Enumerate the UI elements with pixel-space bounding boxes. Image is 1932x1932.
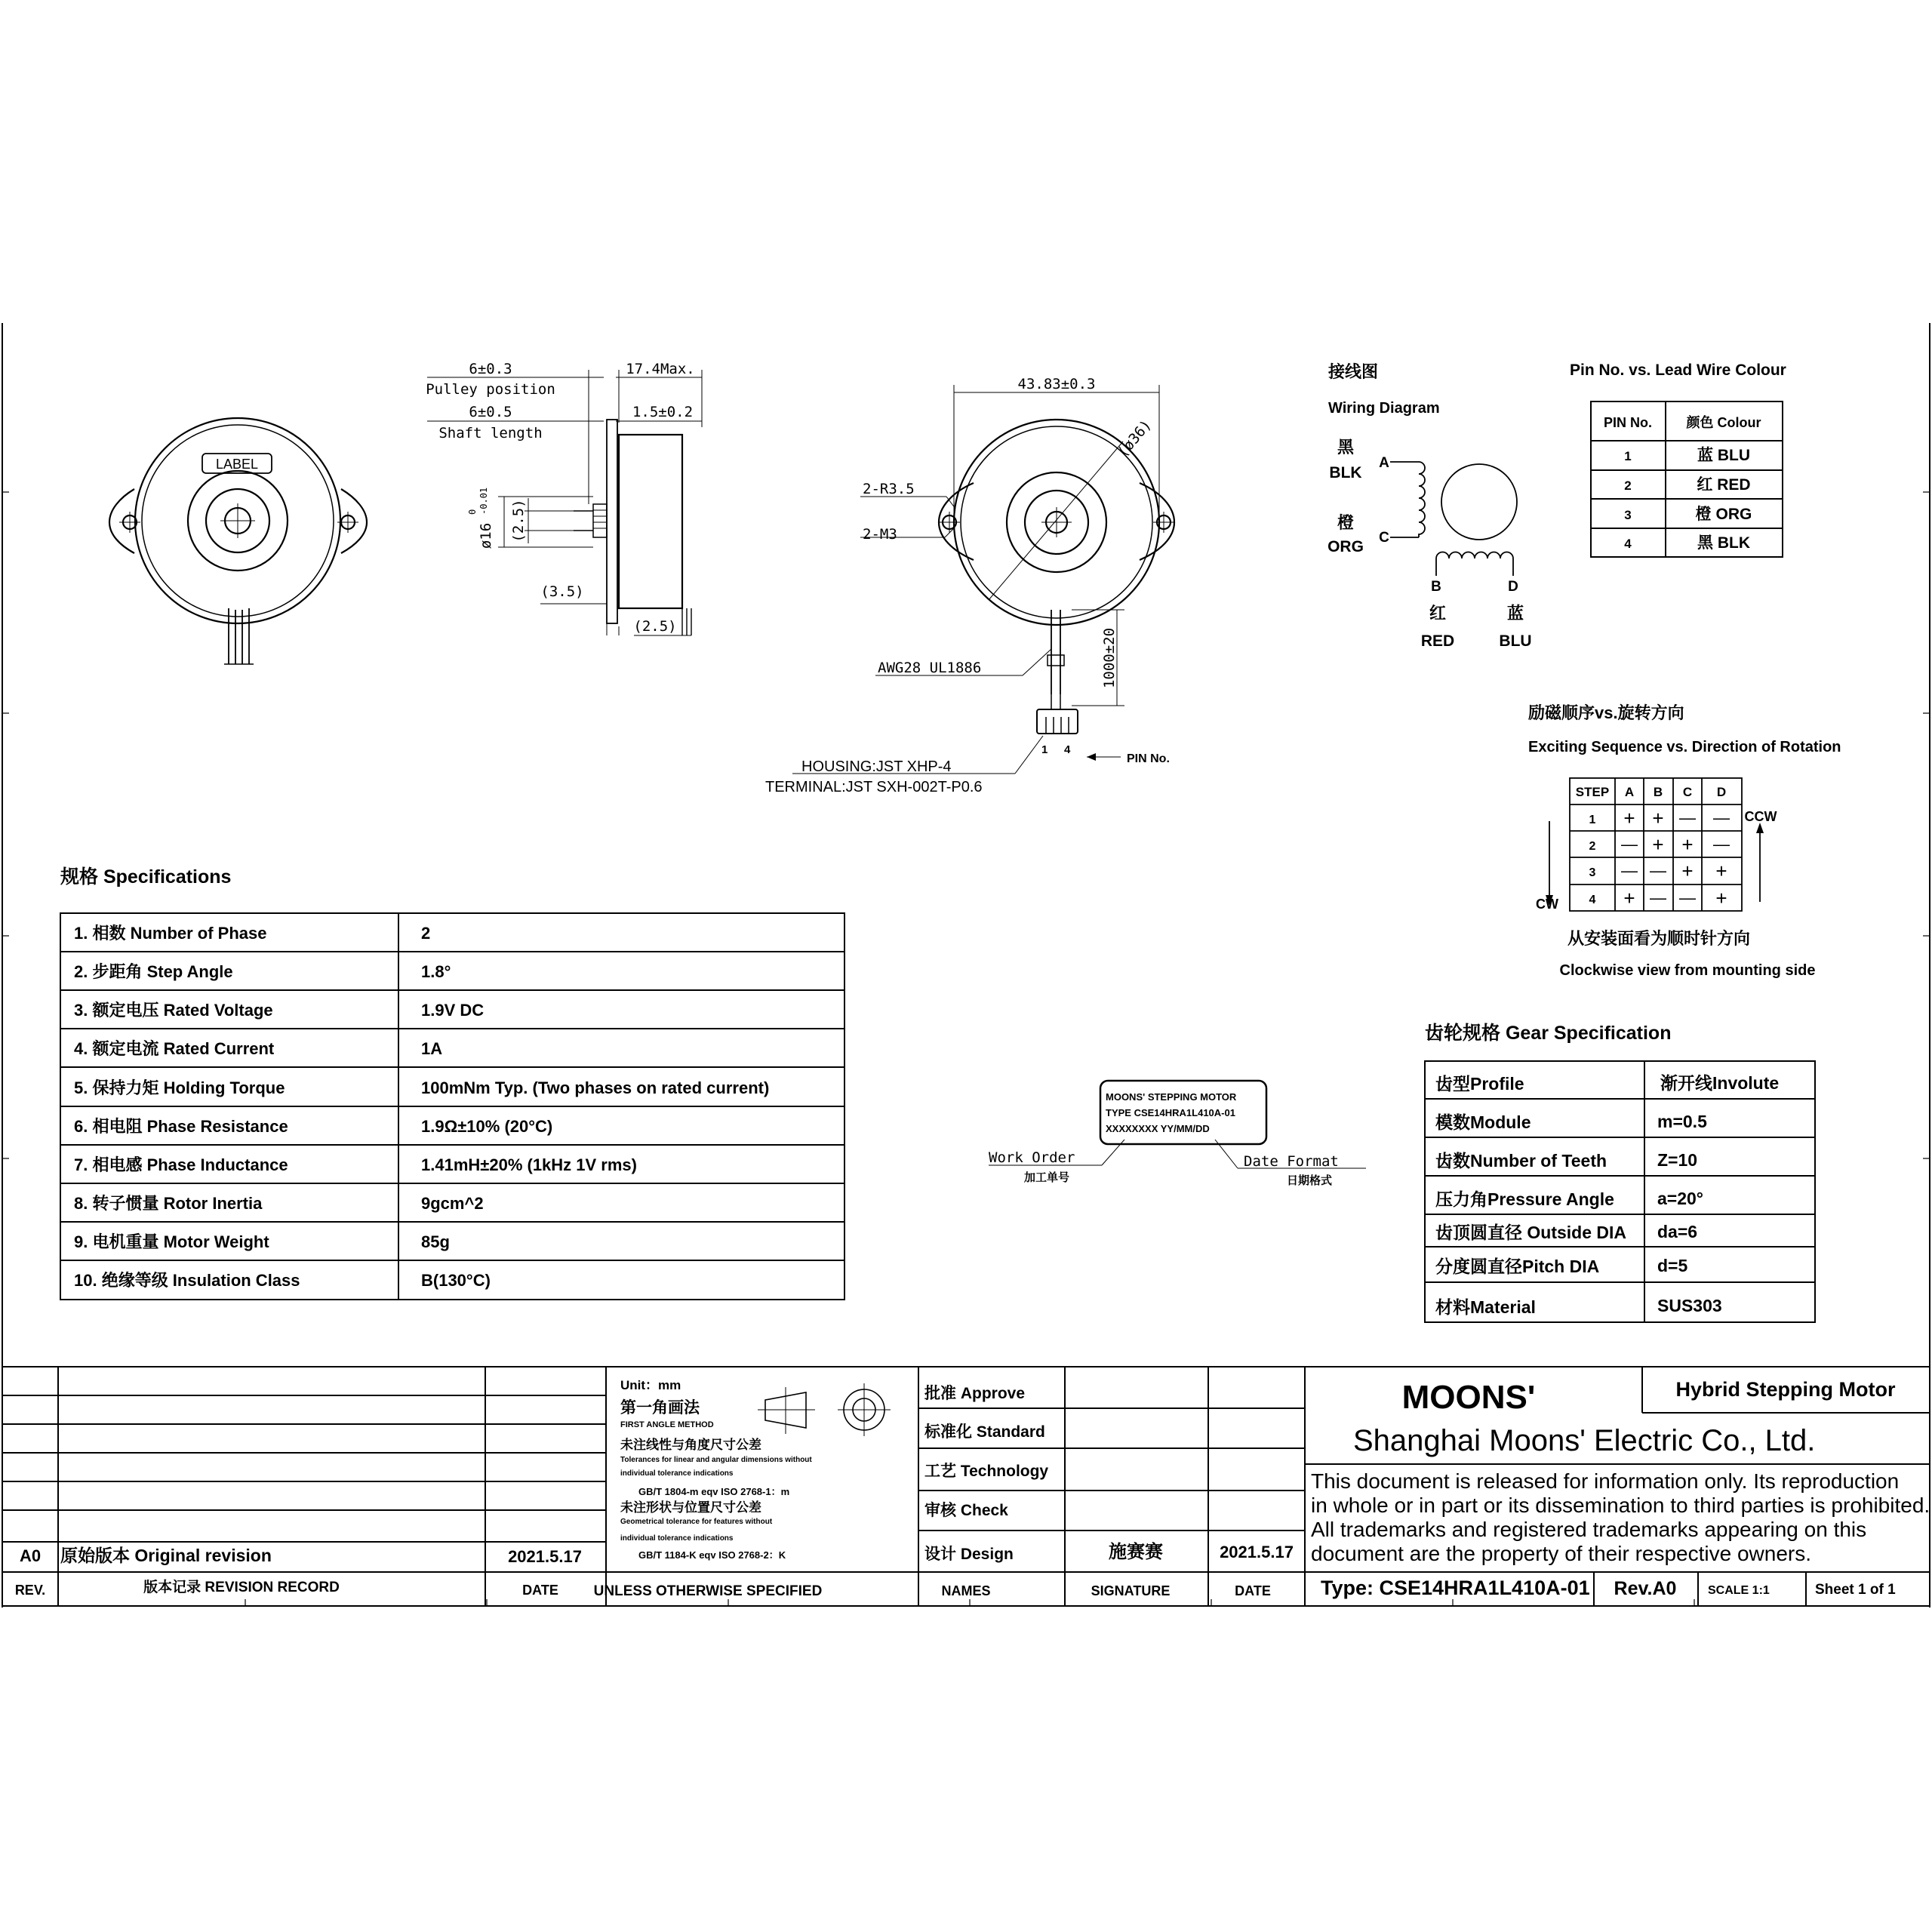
scale-label: SCALE 1:1 — [1708, 1584, 1770, 1597]
wire-c-color-en: ORG — [1327, 538, 1364, 555]
pin-table-pin-4: 4 — [1624, 537, 1632, 551]
tol-linear-en-1: Tolerances for linear and angular dimensions without — [620, 1456, 812, 1464]
wire-d-letter: D — [1508, 579, 1518, 595]
pin-table-colour-2: 红 RED — [1697, 476, 1751, 494]
gear-label-4: 压力角Pressure Angle — [1435, 1189, 1614, 1209]
pin-spacing-dim: (2.5) — [633, 618, 677, 635]
spec-value-5: 100mNm Typ. (Two phases on rated current) — [421, 1078, 770, 1097]
flange-thickness-dim: 1.5±0.2 — [632, 404, 694, 420]
revision-record-header: 版本记录 REVISION RECORD — [143, 1580, 340, 1595]
seq-3-a: — — [1621, 861, 1638, 880]
spec-label-2: 2. 步距角 Step Angle — [74, 962, 233, 981]
tol-geo-en-1: Geometrical tolerance for features without — [620, 1518, 773, 1526]
seq-header-step: STEP — [1575, 785, 1610, 799]
seq-4-d: + — [1715, 887, 1727, 909]
moons-logo: MOONS' — [1401, 1379, 1536, 1416]
first-angle-projection-icon — [758, 1383, 891, 1436]
seq-header-d: D — [1716, 785, 1727, 799]
ccw-label: CCW — [1744, 809, 1777, 824]
approve-label: 批准 Approve — [924, 1385, 1026, 1402]
exciting-sequence — [1528, 703, 1841, 979]
gear-title: 齿轮规格 Gear Specification — [1425, 1023, 1672, 1044]
technology-label: 工艺 Technology — [924, 1463, 1049, 1480]
design-label: 设计 Design — [924, 1546, 1014, 1563]
product-name: Hybrid Stepping Motor — [1675, 1378, 1896, 1401]
side-view-dimensions — [426, 361, 695, 635]
seq-2-a: — — [1621, 835, 1638, 854]
pin-no-label: PIN No. — [1127, 752, 1170, 765]
pin-table-pin-3: 3 — [1624, 508, 1632, 522]
seq-header-a: A — [1624, 785, 1635, 799]
work-order-en: Work Order — [989, 1149, 1075, 1166]
rev-date-header: DATE — [522, 1583, 558, 1598]
gear-label-5: 齿顶圆直径 Outside DIA — [1435, 1223, 1627, 1242]
gear-spec-table — [1425, 1022, 1815, 1322]
wire-b-color-cn: 红 — [1429, 604, 1447, 623]
sequence-title-en: Exciting Sequence vs. Direction of Rotation — [1528, 739, 1841, 755]
disclaimer-line-2: in whole or in part or its dissemination to third parties is prohibited. — [1311, 1494, 1930, 1517]
spec-value-9: 85g — [421, 1232, 450, 1251]
pin-table-header-pin: PIN No. — [1603, 415, 1653, 430]
specs-title: 规格 Specifications — [60, 866, 232, 888]
connector-pin-1: 1 — [1041, 743, 1048, 756]
housing-spec: HOUSING:JST XHP-4 — [801, 758, 952, 775]
pulley-position-value: 6±0.3 — [469, 361, 512, 377]
spec-value-7: 1.41mH±20% (1kHz 1V rms) — [421, 1155, 637, 1174]
motor-rear-view — [792, 385, 1174, 774]
label-line-3: XXXXXXXX YY/MM/DD — [1106, 1123, 1210, 1134]
standard-label: 标准化 Standard — [924, 1423, 1045, 1441]
gear-value-3: Z=10 — [1657, 1150, 1698, 1170]
gear-label-3: 齿数Number of Teeth — [1435, 1151, 1607, 1171]
seq-1-b: + — [1652, 807, 1664, 829]
pin-table-pin-1: 1 — [1624, 449, 1632, 463]
wire-a-letter: A — [1379, 455, 1389, 471]
pin-colour-table — [1570, 361, 1786, 557]
specifications-table — [60, 866, 844, 1300]
seq-header-c: C — [1682, 785, 1693, 799]
spec-value-2: 1.8° — [421, 962, 451, 981]
spec-label-10: 10. 绝缘等级 Insulation Class — [74, 1271, 300, 1290]
rotation-note-cn: 从安装面看为顺时针方向 — [1567, 929, 1751, 948]
company-name: Shanghai Moons' Electric Co., Ltd. — [1353, 1424, 1816, 1457]
gear-height-dim: (2.5) — [510, 499, 527, 543]
front-label-text: LABEL — [215, 457, 259, 472]
revision-date: 2021.5.17 — [508, 1547, 582, 1566]
sample-label — [989, 1081, 1366, 1187]
body-diameter-dim: (ø36) — [1114, 417, 1155, 461]
lead-length-dim: 1000±20 — [1101, 627, 1118, 689]
sequence-title-cn: 励磁顺序vs.旋转方向 — [1528, 703, 1684, 722]
seq-header-b: B — [1653, 785, 1663, 799]
seq-4-a: + — [1623, 887, 1635, 909]
gear-label-6: 分度圆直径Pitch DIA — [1435, 1257, 1600, 1276]
wire-b-color-en: RED — [1420, 632, 1455, 650]
mounting-holes-dim: 2-M3 — [863, 526, 897, 543]
date-format-cn: 日期格式 — [1287, 1174, 1333, 1187]
tol-geo-std: GB/T 1184-K eqv ISO 2768-2：K — [638, 1549, 786, 1561]
disclaimer-line-1: This document is released for information only. Its reproduction — [1311, 1469, 1900, 1493]
wire-spec: AWG28 UL1886 — [878, 660, 982, 676]
date-header: DATE — [1235, 1583, 1271, 1598]
wire-a-color-en: BLK — [1329, 464, 1362, 481]
designer-name: 施赛赛 — [1109, 1542, 1163, 1562]
gear-label-1: 齿型Profile — [1435, 1074, 1524, 1094]
spec-label-9: 9. 电机重量 Motor Weight — [74, 1232, 269, 1251]
seq-1-d: — — [1713, 808, 1730, 827]
revision-number: Rev.A0 — [1614, 1578, 1677, 1599]
spec-label-3: 3. 额定电压 Rated Voltage — [74, 1001, 273, 1020]
seq-step-4: 4 — [1589, 894, 1596, 906]
disclaimer-line-3: All trademarks and registered trademarks appearing on this — [1311, 1518, 1867, 1541]
gear-value-2: m=0.5 — [1657, 1112, 1707, 1131]
connector-pin-4: 4 — [1064, 743, 1071, 756]
shaft-length-value: 6±0.5 — [469, 404, 512, 420]
seq-1-c: — — [1679, 808, 1696, 827]
wire-a-color-cn: 黑 — [1337, 438, 1355, 457]
wiring-title-en: Wiring Diagram — [1328, 400, 1440, 417]
shaft-length-label: Shaft length — [438, 425, 543, 441]
unless-specified: UNLESS OTHERWISE SPECIFIED — [593, 1583, 823, 1599]
projection-en: FIRST ANGLE METHOD — [620, 1420, 714, 1429]
shaft-diameter-dim: ø16 — [478, 522, 494, 549]
signature-header: SIGNATURE — [1091, 1583, 1171, 1598]
names-header: NAMES — [941, 1583, 991, 1598]
rear-view-dimensions — [765, 376, 1170, 795]
spec-value-10: B(130°C) — [421, 1271, 491, 1290]
pin-table-title: Pin No. vs. Lead Wire Colour — [1570, 361, 1786, 379]
sheet-number: Sheet 1 of 1 — [1815, 1582, 1896, 1598]
shaft-diameter-tol-lower: -0.01 — [478, 487, 489, 515]
gear-value-7: SUS303 — [1657, 1296, 1722, 1315]
spec-value-3: 1.9V DC — [421, 1001, 485, 1020]
wiring-diagram — [1327, 362, 1532, 650]
revision-code: A0 — [19, 1546, 42, 1565]
spec-value-1: 2 — [421, 924, 431, 943]
pin-table-colour-1: 蓝 BLU — [1697, 447, 1750, 464]
spec-value-4: 1A — [421, 1039, 443, 1058]
disclaimer-line-4: document are the property of their respective owners. — [1311, 1542, 1812, 1565]
wire-c-letter: C — [1379, 530, 1389, 546]
label-line-1: MOONS' STEPPING MOTOR — [1106, 1091, 1237, 1103]
spec-label-8: 8. 转子惯量 Rotor Inertia — [74, 1194, 263, 1213]
seq-3-d: + — [1715, 860, 1727, 882]
seq-step-1: 1 — [1589, 814, 1596, 826]
spec-value-8: 9gcm^2 — [421, 1194, 484, 1213]
wiring-title-cn: 接线图 — [1328, 362, 1379, 381]
gear-value-4: a=20° — [1657, 1189, 1704, 1208]
work-order-cn: 加工单号 — [1024, 1171, 1070, 1184]
wire-c-color-cn: 橙 — [1337, 513, 1355, 532]
seq-4-b: — — [1650, 888, 1666, 907]
pin-table-colour-4: 黑 BLK — [1697, 534, 1750, 552]
tol-linear-cn: 未注线性与角度尺寸公差 — [620, 1438, 761, 1452]
rotation-note-en: Clockwise view from mounting side — [1559, 962, 1816, 979]
gear-value-5: da=6 — [1657, 1222, 1698, 1241]
spec-label-5: 5. 保持力矩 Holding Torque — [74, 1078, 285, 1097]
flange-width-dim: 43.83±0.3 — [1017, 376, 1096, 392]
spec-label-1: 1. 相数 Number of Phase — [74, 924, 267, 943]
revision-description: 原始版本 Original revision — [60, 1546, 272, 1565]
seq-2-d: — — [1713, 835, 1730, 854]
spec-label-7: 7. 相电感 Phase Inductance — [74, 1155, 288, 1174]
max-length-dim: 17.4Max. — [626, 361, 695, 377]
wire-b-letter: B — [1431, 579, 1441, 595]
seq-1-a: + — [1623, 807, 1635, 829]
pulley-position-label: Pulley position — [426, 381, 555, 398]
tol-linear-std: GB/T 1804-m eqv ISO 2768-1：m — [638, 1486, 790, 1497]
design-date: 2021.5.17 — [1220, 1543, 1294, 1561]
gear-label-7: 材料Material — [1435, 1297, 1536, 1317]
gear-value-1: 渐开线Involute — [1660, 1073, 1780, 1093]
flange-radius-dim: 2-R3.5 — [863, 481, 915, 497]
tol-geo-cn: 未注形状与位置尺寸公差 — [620, 1500, 761, 1515]
wire-d-color-cn: 蓝 — [1506, 604, 1524, 623]
pin-table-pin-2: 2 — [1624, 478, 1632, 493]
pin-table-header-colour: 颜色 Colour — [1686, 415, 1761, 430]
seq-step-3: 3 — [1589, 866, 1596, 879]
label-line-2: TYPE CSE14HRA1L410A-01 — [1106, 1107, 1235, 1118]
terminal-spec: TERMINAL:JST SXH-002T-P0.6 — [765, 779, 983, 795]
cw-label: CW — [1536, 897, 1558, 912]
gear-label-2: 模数Module — [1435, 1112, 1531, 1132]
seq-step-2: 2 — [1589, 840, 1596, 853]
spec-value-6: 1.9Ω±10% (20°C) — [421, 1117, 553, 1136]
title-block — [2, 1367, 1930, 1606]
pin-table-colour-3: 橙 ORG — [1695, 506, 1752, 523]
check-label: 审核 Check — [924, 1502, 1008, 1519]
motor-front-view — [109, 418, 367, 664]
wire-d-color-en: BLU — [1499, 632, 1532, 650]
projection-cn: 第一角画法 — [620, 1399, 700, 1417]
tol-geo-en-2: individual tolerance indications — [620, 1534, 734, 1543]
spec-label-6: 6. 相电阻 Phase Resistance — [74, 1117, 288, 1136]
gear-length-dim: (3.5) — [540, 583, 584, 600]
rev-header: REV. — [14, 1583, 46, 1598]
seq-3-b: — — [1650, 861, 1666, 880]
seq-2-b: + — [1652, 833, 1664, 856]
document-type: Type: CSE14HRA1L410A-01 — [1321, 1577, 1590, 1599]
tol-linear-en-2: individual tolerance indications — [620, 1469, 734, 1478]
seq-4-c: — — [1679, 888, 1696, 907]
gear-value-6: d=5 — [1657, 1256, 1688, 1275]
spec-label-4: 4. 额定电流 Rated Current — [74, 1039, 275, 1058]
unit-label: Unit：mm — [620, 1378, 681, 1392]
seq-2-c: + — [1681, 833, 1694, 856]
date-format-en: Date Format — [1244, 1153, 1339, 1170]
shaft-diameter-tol-upper: 0 — [467, 509, 478, 515]
seq-3-c: + — [1681, 860, 1694, 882]
